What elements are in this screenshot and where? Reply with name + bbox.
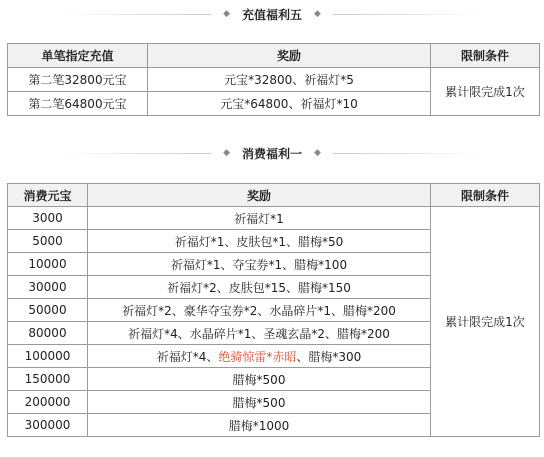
amount-cell: 300000 [8,414,88,437]
section-title-text: 充值福利五 [241,7,302,22]
reward-cell: 祈福灯*1、皮肤包*1、腊梅*50 [88,230,431,253]
amount-cell: 200000 [8,391,88,414]
column-header-reward: 奖励 [148,44,431,68]
section-title-text: 消费福利一 [241,146,302,161]
table-header-row [8,44,540,68]
reward-cell: 腊梅*500 [88,368,431,391]
diamond-icon: ◆ [223,9,230,19]
table-row [8,207,540,230]
diamond-icon: ◆ [314,9,321,19]
reward-cell: 祈福灯*2、豪华夺宝券*2、水晶碎片*1、腊梅*200 [88,299,431,322]
table-row [8,68,540,92]
reward-cell: 腊梅*500 [88,391,431,414]
amount-cell: 100000 [8,345,88,368]
limit-cell: 累计限完成1次 [431,68,540,116]
column-header-condition: 单笔指定充值 [8,44,148,68]
diamond-icon: ◆ [314,148,321,158]
title-divider-left [61,153,211,154]
reward-cell [88,345,431,368]
reward-cell: 腊梅*1000 [88,414,431,437]
diamond-icon: ◆ [223,148,230,158]
reward-cell: 祈福灯*2、皮肤包*15、腊梅*150 [88,276,431,299]
title-divider-right [333,14,483,15]
amount-cell: 3000 [8,207,88,230]
section-title-consumption [0,143,544,163]
section-title-recharge [0,4,544,24]
title-divider-left [61,14,211,15]
amount-cell: 10000 [8,253,88,276]
amount-cell: 80000 [8,322,88,345]
reward-cell: 祈福灯*4、水晶碎片*1、圣魂玄晶*2、腊梅*200 [88,322,431,345]
column-header-amount: 消费元宝 [8,184,88,207]
column-header-limit: 限制条件 [431,184,540,207]
condition-cell: 第二笔64800元宝 [8,92,148,116]
consumption-reward-table [7,183,540,437]
column-header-limit: 限制条件 [431,44,540,68]
reward-cell: 祈福灯*1 [88,207,431,230]
reward-cell: 祈福灯*1、夺宝券*1、腊梅*100 [88,253,431,276]
amount-cell: 150000 [8,368,88,391]
highlighted-reward-text: 绝骑惊雷*赤昭 [218,349,297,364]
amount-cell: 30000 [8,276,88,299]
reward-cell: 元宝*64800、祈福灯*10 [148,92,431,116]
recharge-reward-table [7,43,540,116]
amount-cell: 50000 [8,299,88,322]
title-divider-right [333,153,483,154]
reward-text: 祈福灯*4、 [156,349,219,364]
condition-cell: 第二笔32800元宝 [8,68,148,92]
reward-text: 、腊梅*300 [296,349,362,364]
amount-cell: 5000 [8,230,88,253]
limit-cell: 累计限完成1次 [431,207,540,437]
table-header-row [8,184,540,207]
reward-cell: 元宝*32800、祈福灯*5 [148,68,431,92]
column-header-reward: 奖励 [88,184,431,207]
